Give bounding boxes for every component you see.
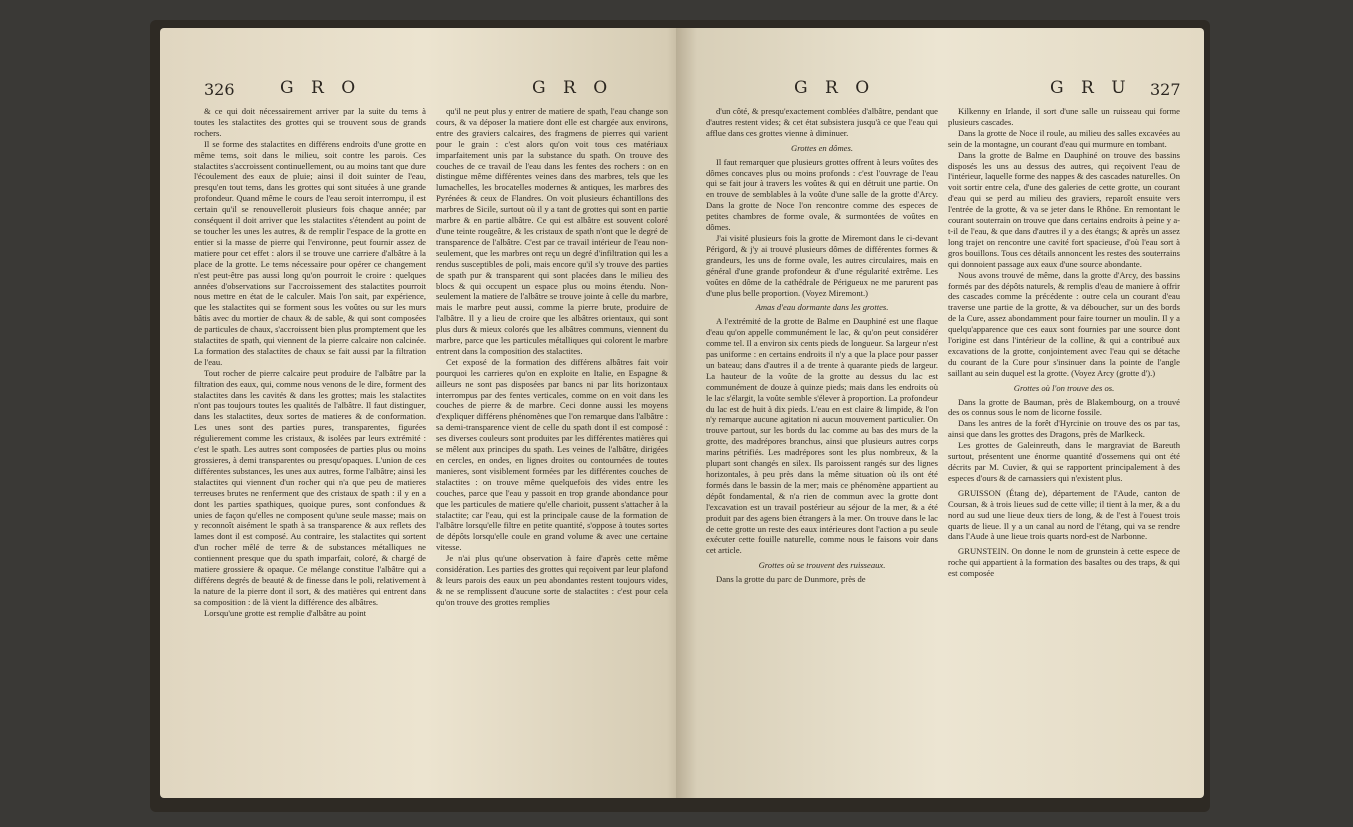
running-head-right-1: G R O (794, 78, 876, 98)
right-page-column-1 (706, 106, 938, 756)
paragraph: & ce qui doit nécessairement arriver par la suite du tems à toutes les stalactites des grottes qui se trouvent sous de grands rochers. (194, 106, 426, 138)
paragraph: qu'il ne peut plus y entrer de matiere de spath, l'eau change son cours, & va déposer la matiere dont elle est chargée aux environs, entre des graviers calcaires, des fragmens de pierres qui varient pour le grain : c'est alors qu'on voit tous ces matériaux imparfaitement unis par la substance du spath. On trouve des couches de ce travail de l'eau dans les fentes des rochers : on en distingue même différentes veines dans des marbres, tels que les lumachelles, les brocatelles modernes & antiques, les marbres des Pyrénées & ceux de Flandres. On voit plusieurs échantillons des marbres de Sicile, surtout où il y a tant de grottes qui sont en partie marbre & en partie albâtre. Ce qui est albâtre est souvent coloré d'une teinte rougeâtre, & les cristaux de spath n'ont que le degré de transparence de l'albâtre. C'est par ce travail intérieur de l'eau non-seulement, que les marbres ont reçu un degré d'infiltration qui les a rendus susceptibles de poli, mais encore qu'il s'y trouve des parties de spath pur & transparent qui sont placées dans le milieu des blocs & qui occupent un espace plus ou moins étendu. Non-seulement la matiere de l'albâtre se trouve jointe à celle du marbre, mais le marbre peut aussi, comme la pierre brute, produire de l'albâtre. Il y a lieu de croire que les albâtres orientaux, qui sont plus durs & mieux colorés que les albâtres communs, viennent du marbre, parce que les particules métalliques qui colorent le marbre entrent dans la composition des stalactites. (436, 106, 668, 356)
section-heading: Grottes en dômes. (791, 142, 853, 153)
paragraph: Les grottes de Galeinreuth, dans le margraviat de Bareuth surtout, présentent une énorme quantité d'ossemens qui ont été décrits par M. Cuvier, & qui se rapportent principalement à des especes d'ours & de carnassiers qui n'existent plus. (948, 440, 1180, 483)
dictionary-entry-gruisson: GRUISSON (Étang de), département de l'Aude, canton de Coursan, & à trois lieues sud de cette ville; il tient à la mer, & a du nord au sud une lieue deux tiers de long, & de l'est à l'ouest trois quarts de lieue. Il y a un canal au nord de l'étang, qui va se rendre dans l'Aude à une lieue trois quarts nord-est de Narbonne. (948, 487, 1180, 542)
paragraph: Tout rocher de pierre calcaire peut produire de l'albâtre par la filtration des eaux, qui, comme nous venons de le dire, forment des stalactites dans les cavités & dans les grottes; mais les stalactites n'ont pas toujours toutes les qualités de l'albâtre. Il faut distinguer, dans les stalactites, deux sortes de matieres & de conformation. Les unes sont des parties pures, transparentes, figurées régulierement comme les cristaux, & isolées par leurs extrémité : c'est le spath. Les autres sont composées de parties plus ou moins grossieres, à demi transparentes ou presqu'opaques. L'union de ces différentes substances, les unes aux autres, forme l'albâtre; ainsi les stalactites qui viennent d'un rocher qui n'a que peu de matieres terreuses brutes ne renferment que des cristaux de spath : il y en a dont les parties spathiques, quoique pures, sont confondues & unies de façon qu'elles ne composent qu'une seule masse; mais on y reconnoît aisément le spath à sa transparence & aux reflets des lames dont il est composé. Au contraire, les stalactites qui sortent d'un rocher mêlé de terre & de substances métalliques ne contiennent presque que du spath imparfait, coloré, & chargé de matiere grossiere & opaque. Ce mélange constitue l'albâtre qui a différens degrés de beauté & de finesse dans le poli, relativement à la nature de la pierre dont il sort, & des matières qui entrent dans sa composition : de là vient la différence des albâtres. (194, 367, 426, 607)
paragraph: d'un côté, & presqu'exactement comblées d'albâtre, pendant que d'autres restent vides; & cet état subsistera jusqu'à ce que l'eau qui afflue dans ces grottes vienne à diminuer. (706, 106, 938, 138)
paragraph: Lorsqu'une grotte est remplie d'albâtre au point (204, 607, 367, 618)
paragraph: Il faut remarquer que plusieurs grottes offrent à leurs voûtes des dômes concaves plus ou moins profonds : c'est l'ouvrage de l'eau qui se fait jour à travers les voûtes & qui en détruit une partie. On en trouve de semblables à la voûte d'une salle de la grotte d'Arcy. Dans la grotte de Noce l'on rencontre comme des especes de petites chambres de forme ovale, & surmontées de voûtes en dômes. (706, 156, 938, 233)
paragraph: J'ai visité plusieurs fois la grotte de Miremont dans le ci-devant Périgord, & j'y ai trouvé plusieurs dômes de différentes formes & grandeurs, les uns de forme ovale, les autres circulaires, mais en général d'une grande profondeur & d'une régularité extrême. Les voûtes en dôme de la cathédrale de Périgueux ne me parurent pas d'une plus belle proportion. (Voyez Miremont.) (706, 232, 938, 298)
left-page-column-1 (194, 106, 426, 756)
left-page (160, 28, 688, 798)
paragraph: Il se forme des stalactites en différens endroits d'une grotte en même tems, soit dans le milieu, soit contre les parois. Ces stalactites s'accroissent continuellement, ou au moins tant que dure l'écoulement des eaux de pluie; ainsi il doit suinter de l'eau, presqu'en tout tems, dans les grottes qui sont situées à une grande profondeur. Quand même le cours de l'eau seroit interrompu, il est certain qu'il se renouvelleroit plusieurs fois chaque année; par conséquent il doit arriver que les stalactites s'étendent au point de se toucher les unes les autres, & de remplir l'espace de la grotte en entier si la masse de pierre qui l'environne, peut fournir assez de matiere pour cet effet : alors il se trouve une carriere d'albâtre à la place de la grotte. Le tems nécessaire pour opérer ce changement n'est peut-être pas aussi long qu'on pourroit le croire : quelques années d'observations sur l'accroissement des stalactites pourroit nous mettre en état de le calculer. Mais l'on sait, par expérience, que les stalactites qui se forment sous les voûtes ou sur les murs bâtis avec du mortier de chaux & de sable, & qui sont composées de particules de chaux, s'accroissent bien plus promptement que les stalactites de spath, qui viennent de la pierre calcaire non calcinée. La formation des stalactites de chaux se fait aussi par la filtration de l'eau. (194, 138, 426, 367)
dictionary-entry-grunstein: GRUNSTEIN. On donne le nom de grunstein à cette espece de roche qui appartient à la formation des basaltes ou des traps, & qui est composée (948, 546, 1180, 579)
paragraph: Dans la grotte du parc de Dunmore, près de (716, 574, 866, 585)
running-head-left-1: G R O (280, 78, 362, 98)
running-head-left-2: G R O (532, 78, 614, 98)
section-heading: Grottes où se trouvent des ruisseaux. (758, 560, 886, 571)
page-number-left: 326 (204, 80, 235, 99)
left-page-column-2 (436, 106, 668, 756)
paragraph: Kilkenny en Irlande, il sort d'une salle un ruisseau qui forme plusieurs cascades. (948, 106, 1180, 127)
paragraph: Dans les antres de la forêt d'Hyrcinie on trouve des os par tas, ainsi que dans les grottes des Dragons, près de Marlkeck. (948, 418, 1180, 440)
paragraph: Nous avons trouvé de même, dans la grotte d'Arcy, des bassins formés par des dépôts naturels, & remplis d'eau de maniere à offrir des cascades comme la précédente : outre cela un courant d'eau traverse une partie de la grotte, & va déboucher, sur un des bords de la Cure, assez abondamment pour faire tourner un moulin. Il y a quelqu'apparence que ces eaux sont fournies par une source dont l'origine est dans l'intérieur de la colline, & qui a contribué aux excavations de la grotte, conjointement avec l'eau qui se détache du courant de la Cure pour s'insinuer dans la pointe de l'angle saillant au sein duquel est la grotte. (Voyez Arcy (grotte d').) (948, 269, 1180, 378)
paragraph: Dans la grotte de Bauman, près de Blakembourg, on a trouvé des os connus sous le nom de licorne fossile. (948, 396, 1180, 418)
section-heading: Amas d'eau dormante dans les grottes. (755, 302, 889, 313)
paragraph: A l'extrémité de la grotte de Balme en Dauphiné est une flaque d'eau qu'on appelle communément le lac, & qu'on peut considérer comme tel. Il a environ six cents pieds de longueur. Sa largeur n'est pas uniforme : en certains endroits il n'y a que la place pour passer un bateau; dans d'autres il a de trente à quarante pieds de largeur. La hauteur de la voûte de la grotte au dessus du lac est communément de douze à quinze pieds; mais dans les endroits où le lac s'élargit, la voûte semble s'élever à proportion. La profondeur du lac est de huit à dix pieds. L'eau en est claire & limpide, & l'on n'y remarque aucune agitation ni aucun mouvement particulier. On trouve partout, sur les bords du lac comme au bas des murs de la grotte, des madrépores branchus, ainsi que plusieurs autres corps marins pétrifiés. Les madrépores sont les plus nombreux, & la plupart sont changés en silex. Ils paroissent rangés sur des lignes horizontales, à peu près dans la même situation où ils ont été formés dans le bassin de la mer; mais ce phénomène appartient au dépôt fondamental, & n'a rien de commun avec la grotte dont l'excavation est un travail postérieur au séjour de la mer, & a été produit par des agens bien étrangers à la mer. On trouve dans le lac de cette grotte un reste des eaux intérieures dont l'action a pu seule exécuter cette fouille naturelle, comme nous le faisons voir dans cet article. (706, 316, 938, 556)
right-page-column-2 (948, 106, 1180, 756)
right-page (676, 28, 1204, 798)
section-heading: Grottes où l'on trouve des os. (1013, 382, 1115, 393)
page-number-right: 327 (1150, 80, 1181, 99)
paragraph: Cet exposé de la formation des différens albâtres fait voir pourquoi les carrieres qu'on en exploite en Italie, en Espagne & ailleurs ne sont pas disposées par bancs ni par lits horizontaux interrompus par des fentes verticales, comme on en voit dans les couches de pierre & de marbre. Ceci donne aussi les moyens d'expliquer différens phénomènes que l'on remarque dans l'albâtre : sa demi-transparence vient de celle du spath dont il est composé : ses diverses couleurs sont produites par les différentes matières qui se mêlent aux principes du spath. Les veines de l'albâtre, dirigées en cercles, en ondes, en lignes droites ou contournées de toutes manieres, sont visiblement formées par les différentes couches de stalactites : on trouve même quelquefois des vides entre les couches, parce que l'eau y passoit en trop grande abondance pour que les particules de matiere qu'elle charioit, pussent s'attacher à la stalactite; car l'eau, qui est la principale cause de la formation de l'albâtre lorsqu'elle filtre en petite quantité, s'oppose à toutes sortes de dépôts lorsqu'elle coule en grand volume & avec une certaine vitesse. (436, 356, 668, 553)
running-head-right-2: G R U (1050, 78, 1132, 98)
paragraph: Dans la grotte de Noce il roule, au milieu des salles excavées au sein de la montagne, un courant d'eau qui murmure en tombant. (948, 127, 1180, 149)
paragraph: Dans la grotte de Balme en Dauphiné on trouve des bassins disposés les uns au dessus des autres, qui reçoivent l'eau de l'intérieur, laquelle forme des nappes & des cascades naturelles. On voit sortir entre cela, d'une des galeries de cette grotte, un courant d'eau qui se perd au milieu des graviers, reparoît ensuite vers l'entrée de la grotte, & va se jeter dans le Rhône. En remontant le courant souterrain on trouve que dans certains endroits à peine y a-t-il de l'eau, & que dans d'autres il y a des étangs; & après un assez long trajet on rencontre une cavité fort spacieuse, d'où l'eau sort à gros bouillons. Tous ces détails annoncent les restes des souterrains qui donnoient passage aux eaux d'une source abondante. (948, 149, 1180, 269)
paragraph: Je n'ai plus qu'une observation à faire d'après cette même considération. Les parties des grottes qui reçoivent par leur plafond & leurs parois des eaux un peu abondantes restent toujours vides, & ne se remplissent d'aucune sorte de stalactites : c'est pour cela qu'on trouve des grottes remplies (436, 553, 668, 607)
